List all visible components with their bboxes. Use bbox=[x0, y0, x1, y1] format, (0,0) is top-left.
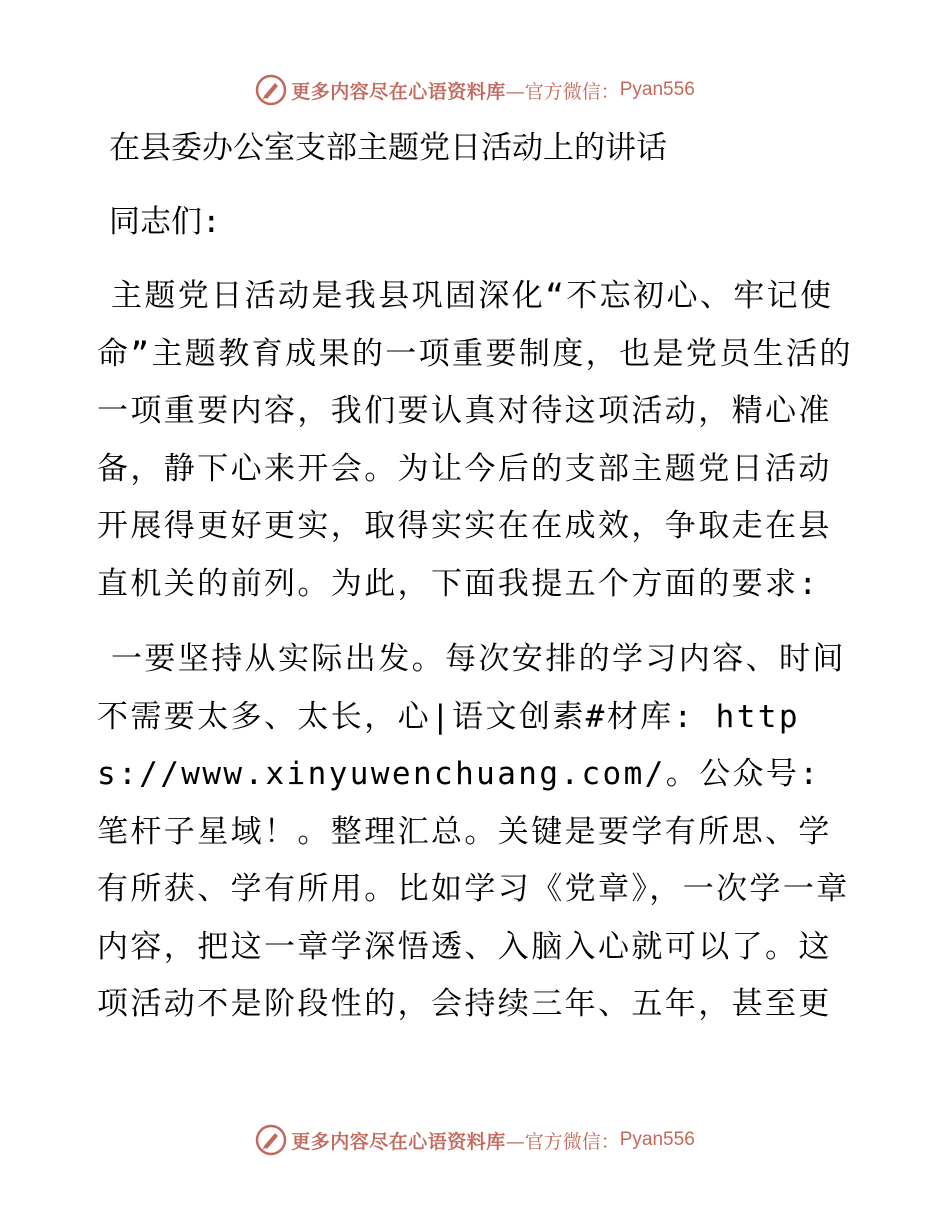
document-body bbox=[97, 120, 857, 1052]
watermark-handle: Pyan556 bbox=[619, 1129, 695, 1150]
quill-logo-icon bbox=[255, 1124, 287, 1156]
paragraph-intro: 主题党日活动是我县巩固深化“不忘初心、牢记使命”主题教育成果的一项重要制度，也是党员生活的一项重要内容，我们要认真对待这项活动，精心准备，静下心来开会。为让今后的支部主题党日活动开展得更好更实，取得实实在在成效，争取走在县直机关的前列。为此，下面我提五个方面的要求: bbox=[97, 278, 853, 602]
watermark-sub-text: —官方微信： bbox=[505, 80, 620, 103]
quill-logo-icon bbox=[255, 74, 287, 106]
footer-watermark bbox=[0, 1120, 950, 1160]
watermark-main-text: 更多内容尽在心语资料库 bbox=[291, 80, 506, 103]
watermark-main-text: 更多内容尽在心语资料库 bbox=[291, 1130, 506, 1153]
header-watermark bbox=[0, 70, 950, 110]
watermark-sub-text: —官方微信： bbox=[505, 1130, 620, 1153]
paragraph-requirement-one: 一要坚持从实际出发。每次安排的学习内容、时间不需要太多、太长，心|语文创素#材库: https://www.xinyuwenchuang.com/。公众号: 笔杆子星域！。整理汇总。关键是要学有所思、学有所获、学有所用。比如学习《党章》，一次学一章内容，把这一章学深悟透、入脑入心就可以了。这项活动不是阶段性的，会持续三年、五年，甚至更 bbox=[97, 641, 850, 1022]
salutation: 同志们: bbox=[109, 204, 221, 240]
watermark-handle: Pyan556 bbox=[619, 79, 695, 100]
document-title: 在县委办公室支部主题党日活动上的讲话 bbox=[109, 130, 667, 166]
